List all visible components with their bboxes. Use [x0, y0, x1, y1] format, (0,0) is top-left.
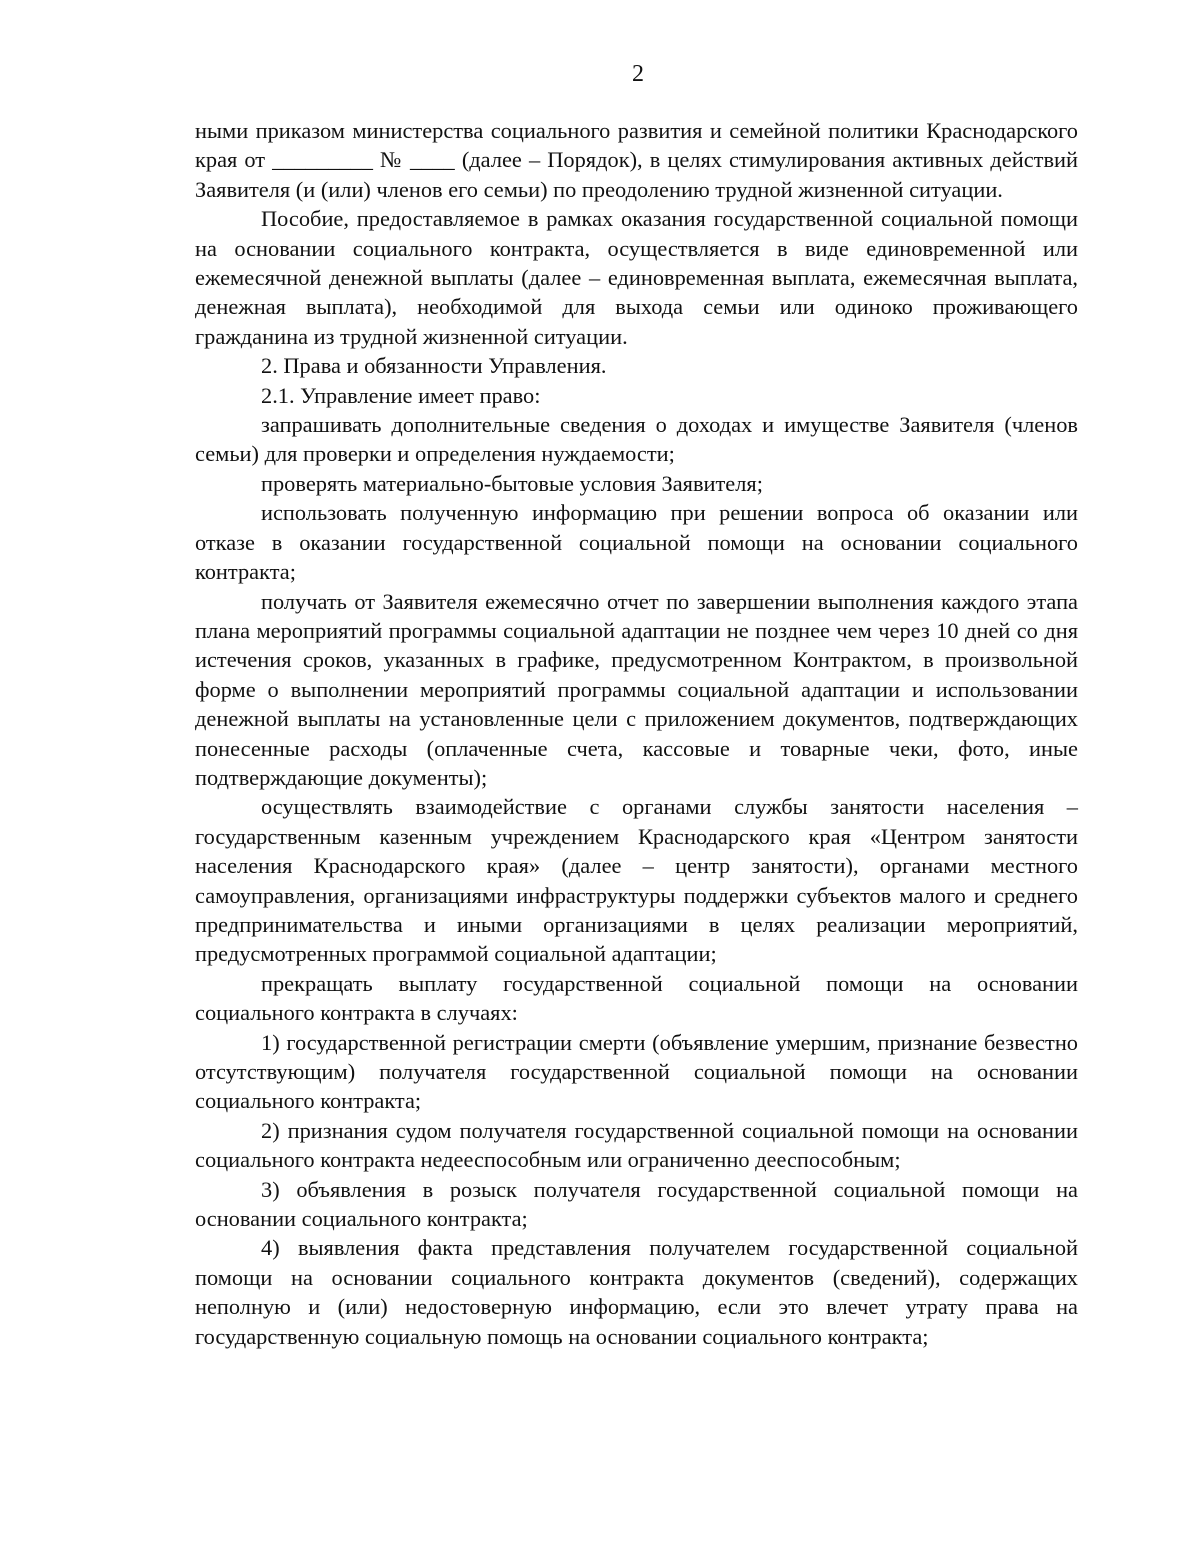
paragraph-allowance: Пособие, предоставляемое в рамках оказания государственной социальной помощи на основании социального контракта, осуществляется в виде единовременной или ежемесячной денежной выплаты (далее – единовременная выплата, ежемесячная выплата, денежная выплата), необходимой для выхода семьи или одиноко проживающего гражданина из трудной жизненной ситуации. [195, 206, 1078, 349]
document-body [195, 116, 1078, 1351]
list-item-check-conditions: проверять материально-бытовые условия Заявителя; [261, 470, 763, 496]
section-heading-rights: 2. Права и обязанности Управления. [261, 353, 607, 379]
list-item-receive-report: получать от Заявителя ежемесячно отчет по завершении выполнения каждого этапа плана мероприятий программы социальной адаптации не позднее чем через 10 дней со дня истечения сроков, указанных в графике, предусмотренном Контрактом, в произвольной форме о выполнении мероприятий программы социальной адаптации и использовании денежной выплаты на установленные цели с приложением документов, подтверждающих понесенные расходы (оплаченные счета, кассовые и товарные чеки, фото, иные подтверждающие документы); [195, 588, 1078, 790]
list-item-request-info: запрашивать дополнительные сведения о доходах и имуществе Заявителя (членов семьи) для проверки и определения нуждаемости; [195, 412, 1078, 467]
case-item-3: 3) объявления в розыск получателя государственной социальной помощи на основании социального контракта; [195, 1176, 1078, 1232]
case-item-2: 2) признания судом получателя государственной социальной помощи на основании социального контракта недееспособным или ограниченно дееспособным; [195, 1117, 1078, 1173]
subsection-heading-rights: 2.1. Управление имеет право: [261, 382, 541, 408]
paragraph-continuation: ными приказом министерства социального развития и семейной политики Краснодарского края от _________ № ____ (далее – Порядок), в целях стимулирования активных действий Заявителя (и (или) членов его семьи) по преодолению трудной жизненной ситуации. [195, 118, 1078, 202]
list-item-terminate: прекращать выплату государственной социальной помощи на основании социального контракта в случаях: [195, 970, 1078, 1026]
list-item-use-info: использовать полученную информацию при решении вопроса об оказании или отказе в оказании государственной социальной помощи на основании социального контракта; [195, 500, 1078, 585]
case-item-1: 1) государственной регистрации смерти (объявление умершим, признание безвестно отсутствующим) получателя государственной социальной помощи на основании социального контракта; [195, 1029, 1078, 1114]
page-number: 2 [632, 61, 644, 87]
list-item-interaction: осуществлять взаимодействие с органами службы занятости населения – государственным казенным учреждением Краснодарского края «Центром занятости населения Краснодарского края» (далее – центр занятости), органами местного самоуправления, организациями инфраструктуры поддержки субъектов малого и среднего предпринимательства и иными организациями в целях реализации мероприятий, предусмотренных программой социальной адаптации; [195, 794, 1078, 967]
case-item-4: 4) выявления факта представления получателем государственной социальной помощи на основании социального контракта документов (сведений), содержащих неполную и (или) недостоверную информацию, если это влечет утрату права на государственную социальную помощь на основании социального контракта; [195, 1235, 1078, 1349]
